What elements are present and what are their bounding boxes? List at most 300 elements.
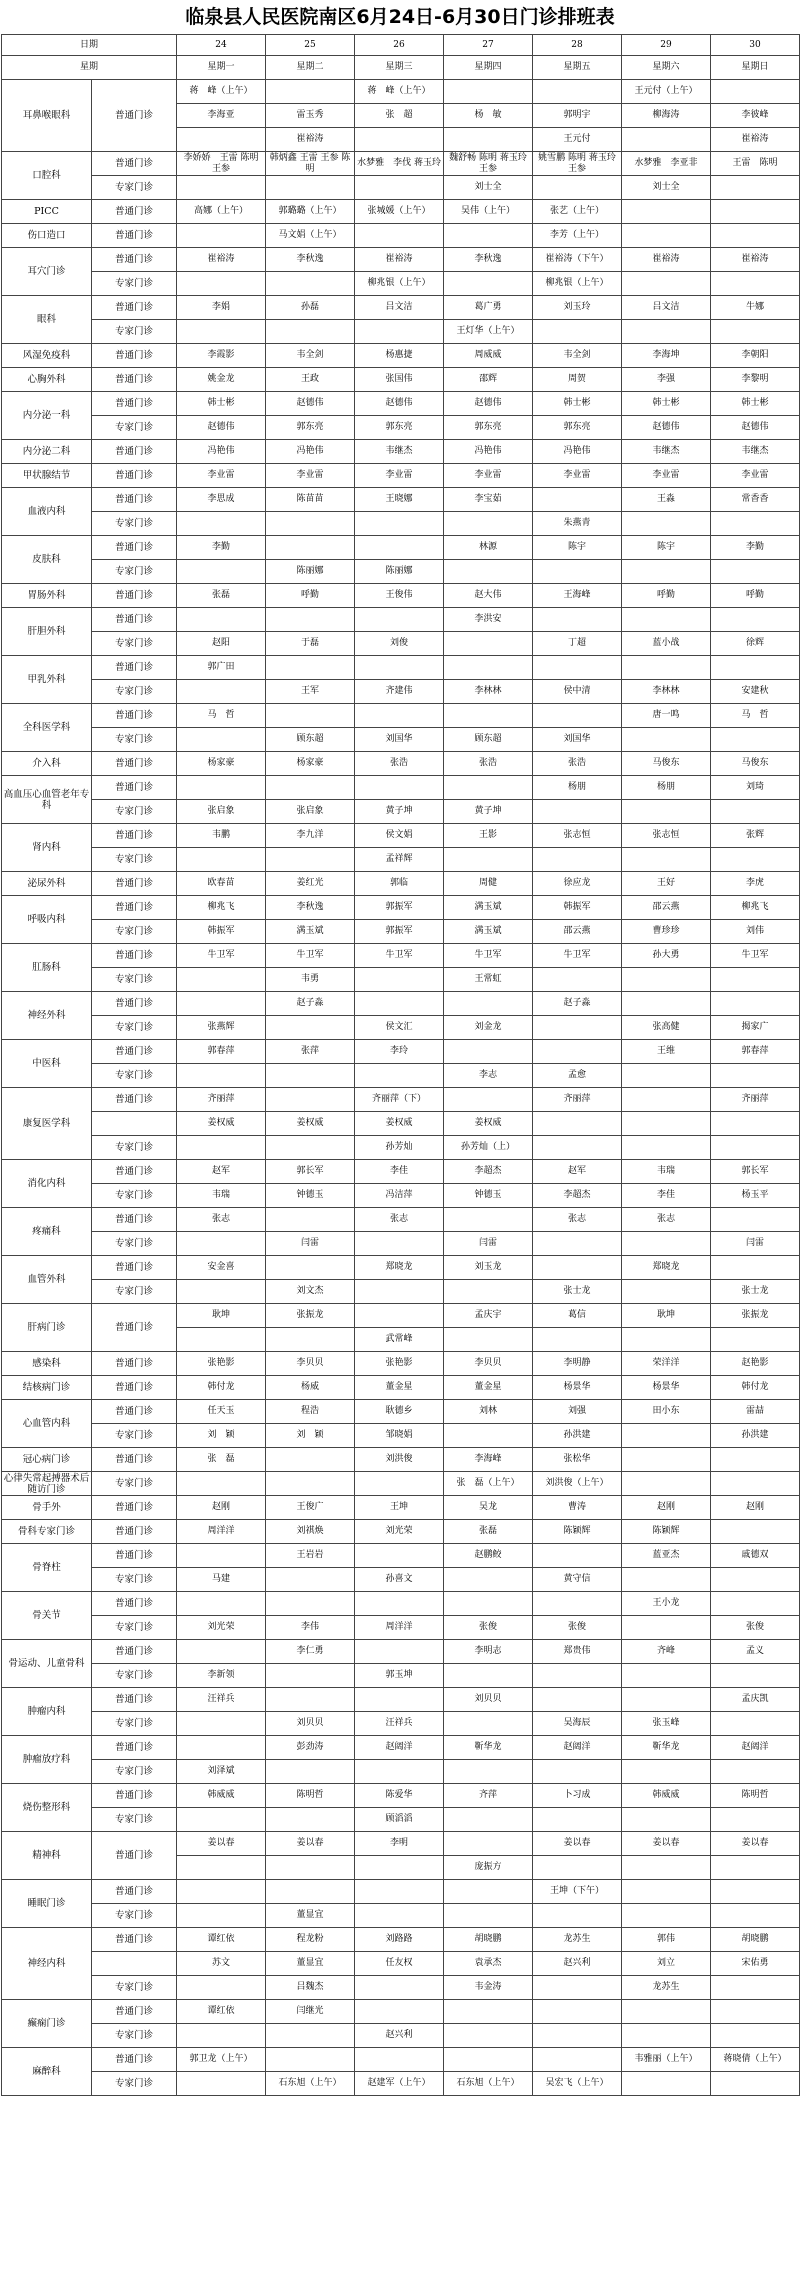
doctor-cell: 刘林: [444, 1400, 533, 1424]
doctor-cell: [444, 1568, 533, 1592]
doctor-cell: [355, 1856, 444, 1880]
doctor-cell: [711, 1808, 800, 1832]
doctor-cell: [533, 560, 622, 584]
clinic-type-cell: 专家门诊: [92, 1136, 177, 1160]
doctor-cell: 刘洪俊（上午）: [533, 1472, 622, 1496]
doctor-cell: [622, 560, 711, 584]
doctor-cell: [177, 848, 266, 872]
doctor-cell: [711, 800, 800, 824]
doctor-cell: 王灯华（上午）: [444, 320, 533, 344]
doctor-cell: [355, 1688, 444, 1712]
weekday-cell: 星期五: [533, 56, 622, 80]
doctor-cell: 赵阳: [177, 632, 266, 656]
doctor-cell: [711, 1904, 800, 1928]
doctor-cell: 赵阔洋: [711, 1736, 800, 1760]
department-cell: 肝病门诊: [2, 1304, 92, 1352]
doctor-cell: 李伟: [266, 1616, 355, 1640]
doctor-cell: [266, 1592, 355, 1616]
doctor-cell: 周洋洋: [355, 1616, 444, 1640]
doctor-cell: 张玉峰: [622, 1712, 711, 1736]
doctor-cell: 赵兴利: [533, 1952, 622, 1976]
doctor-cell: [266, 176, 355, 200]
doctor-cell: [177, 320, 266, 344]
weekday-cell: 星期日: [711, 56, 800, 80]
doctor-cell: 郭东亮: [266, 416, 355, 440]
doctor-cell: 石东旭（上午）: [444, 2072, 533, 2096]
doctor-cell: 陈宇: [622, 536, 711, 560]
doctor-cell: 齐建伟: [355, 680, 444, 704]
doctor-cell: 韩威威: [177, 1784, 266, 1808]
clinic-type-cell: 专家门诊: [92, 1760, 177, 1784]
doctor-cell: 李秋逸: [266, 248, 355, 272]
doctor-cell: 胡晓鹏: [711, 1928, 800, 1952]
doctor-cell: 齐萍: [444, 1784, 533, 1808]
doctor-cell: [711, 1328, 800, 1352]
schedule-row: [2, 512, 800, 536]
clinic-type-cell: 专家门诊: [92, 560, 177, 584]
doctor-cell: [711, 200, 800, 224]
doctor-cell: 姜权威: [355, 1112, 444, 1136]
doctor-cell: [177, 1976, 266, 2000]
doctor-cell: 呼勤: [711, 584, 800, 608]
doctor-cell: 满玉斌: [266, 920, 355, 944]
doctor-cell: 柳海涛: [622, 104, 711, 128]
schedule-row: [2, 1616, 800, 1640]
doctor-cell: 葛广勇: [444, 296, 533, 320]
doctor-cell: 钟德玉: [444, 1184, 533, 1208]
doctor-cell: [711, 1856, 800, 1880]
doctor-cell: [177, 1232, 266, 1256]
schedule-row: [2, 1712, 800, 1736]
doctor-cell: [177, 1472, 266, 1496]
doctor-cell: 侯中清: [533, 680, 622, 704]
doctor-cell: 李业雷: [711, 464, 800, 488]
doctor-cell: 姜权威: [266, 1112, 355, 1136]
doctor-cell: [444, 1088, 533, 1112]
schedule-row: [2, 1232, 800, 1256]
schedule-row: [2, 1664, 800, 1688]
doctor-cell: [355, 1280, 444, 1304]
clinic-type-cell: 专家门诊: [92, 848, 177, 872]
doctor-cell: 苏文: [177, 1952, 266, 1976]
doctor-cell: [622, 1112, 711, 1136]
doctor-cell: [622, 1136, 711, 1160]
doctor-cell: [266, 608, 355, 632]
department-cell: 肛肠科: [2, 944, 92, 992]
doctor-cell: 韩付龙: [177, 1376, 266, 1400]
doctor-cell: 刘路路: [355, 1928, 444, 1952]
clinic-type-cell: 普通门诊: [92, 392, 177, 416]
weekday-cell: 星期二: [266, 56, 355, 80]
doctor-cell: 陈爱华: [355, 1784, 444, 1808]
clinic-type-cell: 专家门诊: [92, 680, 177, 704]
doctor-cell: 李勤: [177, 536, 266, 560]
doctor-cell: 陈明哲: [711, 1784, 800, 1808]
doctor-cell: 孙喜文: [355, 1568, 444, 1592]
doctor-cell: [622, 1856, 711, 1880]
date-cell: 28: [533, 35, 622, 56]
clinic-type-cell: 普通门诊: [92, 704, 177, 728]
doctor-cell: [444, 272, 533, 296]
department-cell: 疼痛科: [2, 1208, 92, 1256]
doctor-cell: 雷玉秀: [266, 104, 355, 128]
doctor-cell: [711, 1568, 800, 1592]
doctor-cell: 周贺: [533, 368, 622, 392]
schedule-row: [2, 728, 800, 752]
doctor-cell: [711, 1880, 800, 1904]
doctor-cell: 韦全剑: [266, 344, 355, 368]
doctor-cell: 王坤: [355, 1496, 444, 1520]
doctor-cell: [711, 1448, 800, 1472]
doctor-cell: 韦金涛: [444, 1976, 533, 2000]
doctor-cell: 陈丽娜: [266, 560, 355, 584]
doctor-cell: 柳兆飞: [177, 896, 266, 920]
doctor-cell: 张燕辉: [177, 1016, 266, 1040]
schedule-row: [2, 1256, 800, 1280]
doctor-cell: 满玉斌: [444, 896, 533, 920]
doctor-cell: 柳兆银（上午）: [533, 272, 622, 296]
doctor-cell: 曹涛: [533, 1496, 622, 1520]
doctor-cell: 程龙粉: [266, 1928, 355, 1952]
doctor-cell: [266, 656, 355, 680]
doctor-cell: 马俊东: [622, 752, 711, 776]
doctor-cell: 赵刚: [622, 1496, 711, 1520]
doctor-cell: 刘俊: [355, 632, 444, 656]
doctor-cell: 赵建军（上午）: [355, 2072, 444, 2096]
department-cell: 结核病门诊: [2, 1376, 92, 1400]
schedule-row: [2, 296, 800, 320]
doctor-cell: 刘贝贝: [444, 1688, 533, 1712]
doctor-cell: 崔裕涛: [622, 248, 711, 272]
doctor-cell: [266, 1664, 355, 1688]
clinic-type-cell: 普通门诊: [92, 1448, 177, 1472]
schedule-row: [2, 248, 800, 272]
doctor-cell: 牛娜: [711, 296, 800, 320]
doctor-cell: 齐丽萍: [533, 1088, 622, 1112]
clinic-type-cell: 专家门诊: [92, 2072, 177, 2096]
doctor-cell: 蒋 峰（上午）: [355, 80, 444, 104]
doctor-cell: 李业雷: [444, 464, 533, 488]
doctor-cell: 韦鹏: [177, 824, 266, 848]
doctor-cell: 牛卫军: [355, 944, 444, 968]
doctor-cell: 姚金龙: [177, 368, 266, 392]
doctor-cell: [622, 1232, 711, 1256]
doctor-cell: 郭振军: [355, 920, 444, 944]
doctor-cell: 李海亚: [177, 104, 266, 128]
doctor-cell: 呼勤: [266, 584, 355, 608]
doctor-cell: 邵辉: [444, 368, 533, 392]
doctor-cell: 李业雷: [177, 464, 266, 488]
doctor-cell: 赵德伟: [711, 416, 800, 440]
schedule-row: [2, 2072, 800, 2096]
doctor-cell: [355, 704, 444, 728]
doctor-cell: [266, 1760, 355, 1784]
doctor-cell: [177, 1736, 266, 1760]
schedule-row: [2, 560, 800, 584]
doctor-cell: [355, 608, 444, 632]
doctor-cell: 彭劲涛: [266, 1736, 355, 1760]
schedule-row: [2, 1808, 800, 1832]
doctor-cell: 龙苏生: [622, 1976, 711, 2000]
clinic-type-cell: 普通门诊: [92, 1400, 177, 1424]
doctor-cell: 闫雷: [266, 1232, 355, 1256]
doctor-cell: [711, 272, 800, 296]
doctor-cell: [711, 2000, 800, 2024]
doctor-cell: [177, 2072, 266, 2096]
doctor-cell: 郭明宇: [533, 104, 622, 128]
clinic-type-cell: 专家门诊: [92, 416, 177, 440]
clinic-type-cell: 普通门诊: [92, 1880, 177, 1904]
doctor-cell: 赵德伟: [266, 392, 355, 416]
doctor-cell: 冯艳伟: [533, 440, 622, 464]
doctor-cell: [444, 1040, 533, 1064]
schedule-row: [2, 1040, 800, 1064]
doctor-cell: 刘光荣: [177, 1616, 266, 1640]
schedule-row: [2, 80, 800, 104]
schedule-row: [2, 1160, 800, 1184]
department-cell: 消化内科: [2, 1160, 92, 1208]
clinic-type-cell: 普通门诊: [92, 752, 177, 776]
doctor-cell: 赵阔洋: [533, 1736, 622, 1760]
doctor-cell: 李新领: [177, 1664, 266, 1688]
doctor-cell: [444, 848, 533, 872]
doctor-cell: [622, 1904, 711, 1928]
doctor-cell: 龙苏生: [533, 1928, 622, 1952]
doctor-cell: 武常峰: [355, 1328, 444, 1352]
doctor-cell: [533, 608, 622, 632]
doctor-cell: 孙洪建: [533, 1424, 622, 1448]
doctor-cell: 邹晓娟: [355, 1424, 444, 1448]
doctor-cell: [533, 2048, 622, 2072]
clinic-type-cell: 普通门诊: [92, 1520, 177, 1544]
schedule-row: [2, 416, 800, 440]
doctor-cell: 李明志: [444, 1640, 533, 1664]
department-cell: 烧伤整形科: [2, 1784, 92, 1832]
schedule-row: [2, 1904, 800, 1928]
clinic-type-cell: 普通门诊: [92, 1160, 177, 1184]
doctor-cell: 赵艳影: [711, 1352, 800, 1376]
clinic-type-cell: 专家门诊: [92, 1064, 177, 1088]
doctor-cell: 刘金龙: [444, 1016, 533, 1040]
doctor-cell: [444, 1832, 533, 1856]
doctor-cell: [444, 1424, 533, 1448]
schedule-row: [2, 824, 800, 848]
schedule-row: [2, 1184, 800, 1208]
doctor-cell: 李彼峰: [711, 104, 800, 128]
doctor-cell: [711, 1976, 800, 2000]
schedule-row: [2, 1568, 800, 1592]
doctor-cell: [355, 1592, 444, 1616]
doctor-cell: [711, 992, 800, 1016]
doctor-cell: [533, 1544, 622, 1568]
schedule-row: [2, 752, 800, 776]
doctor-cell: [177, 1064, 266, 1088]
doctor-cell: 刘玉龙: [444, 1256, 533, 1280]
doctor-cell: 徐辉: [711, 632, 800, 656]
schedule-row: [2, 800, 800, 824]
doctor-cell: 李娟: [177, 296, 266, 320]
doctor-cell: 孙洪建: [711, 1424, 800, 1448]
clinic-type-cell: 普通门诊: [92, 872, 177, 896]
doctor-cell: 张俊: [444, 1616, 533, 1640]
doctor-cell: 马 哲: [711, 704, 800, 728]
clinic-type-cell: 专家门诊: [92, 1232, 177, 1256]
doctor-cell: 崔裕涛: [355, 248, 444, 272]
doctor-cell: [444, 1712, 533, 1736]
doctor-cell: 刘 颖: [177, 1424, 266, 1448]
doctor-cell: [533, 1856, 622, 1880]
doctor-cell: [266, 704, 355, 728]
schedule-row: [2, 1928, 800, 1952]
doctor-cell: [711, 320, 800, 344]
schedule-row: [2, 1760, 800, 1784]
doctor-cell: [177, 1328, 266, 1352]
doctor-cell: [266, 1256, 355, 1280]
doctor-cell: 王军: [266, 680, 355, 704]
doctor-cell: 张浩: [355, 752, 444, 776]
department-cell: 耳鼻喉眼科: [2, 80, 92, 152]
doctor-cell: 郭璐璐（上午）: [266, 200, 355, 224]
department-cell: 介入科: [2, 752, 92, 776]
doctor-cell: [711, 1592, 800, 1616]
schedule-row: [2, 704, 800, 728]
doctor-cell: [266, 1328, 355, 1352]
doctor-cell: 郭长军: [266, 1160, 355, 1184]
doctor-cell: 孟愈: [533, 1064, 622, 1088]
doctor-cell: [266, 512, 355, 536]
schedule-row: [2, 224, 800, 248]
doctor-cell: 马建: [177, 1568, 266, 1592]
doctor-cell: 王淼: [622, 488, 711, 512]
doctor-cell: [711, 1064, 800, 1088]
clinic-type-cell: 普通门诊: [92, 248, 177, 272]
doctor-cell: 侯文娟: [355, 824, 444, 848]
doctor-cell: 荣洋洋: [622, 1352, 711, 1376]
doctor-cell: [177, 1544, 266, 1568]
doctor-cell: 吴宏飞（上午）: [533, 2072, 622, 2096]
schedule-row: [2, 944, 800, 968]
doctor-cell: 顾东超: [444, 728, 533, 752]
doctor-cell: 齐峰: [622, 1640, 711, 1664]
doctor-cell: [444, 224, 533, 248]
doctor-cell: 魏舒畅 陈明 蒋玉玲 王参: [444, 152, 533, 176]
doctor-cell: 宋佑勇: [711, 1952, 800, 1976]
doctor-cell: [355, 776, 444, 800]
schedule-row: [2, 344, 800, 368]
clinic-type-cell: 专家门诊: [92, 1184, 177, 1208]
doctor-cell: 陈苗苗: [266, 488, 355, 512]
doctor-cell: 齐丽萍: [711, 1088, 800, 1112]
doctor-cell: [444, 512, 533, 536]
schedule-row: [2, 1304, 800, 1328]
schedule-row: [2, 680, 800, 704]
doctor-cell: 于磊: [266, 632, 355, 656]
doctor-cell: [355, 1976, 444, 2000]
doctor-cell: 韦继杰: [711, 440, 800, 464]
doctor-cell: 安金喜: [177, 1256, 266, 1280]
doctor-cell: 胡晓鹏: [444, 1928, 533, 1952]
schedule-row: [2, 968, 800, 992]
schedule-row: [2, 1640, 800, 1664]
clinic-type-cell: 专家门诊: [92, 272, 177, 296]
doctor-cell: 杨惠捷: [355, 344, 444, 368]
doctor-cell: 袁承杰: [444, 1952, 533, 1976]
doctor-cell: 赵阔洋: [355, 1736, 444, 1760]
doctor-cell: 顾东超: [266, 728, 355, 752]
doctor-cell: 王影: [444, 824, 533, 848]
doctor-cell: [444, 560, 533, 584]
doctor-cell: 张辉: [711, 824, 800, 848]
doctor-cell: 闫继光: [266, 2000, 355, 2024]
doctor-cell: [622, 1568, 711, 1592]
doctor-cell: [444, 128, 533, 152]
clinic-type-cell: 普通门诊: [92, 824, 177, 848]
doctor-cell: 郭东亮: [533, 416, 622, 440]
schedule-row: [2, 368, 800, 392]
doctor-cell: 任天玉: [177, 1400, 266, 1424]
doctor-cell: 邵云燕: [622, 896, 711, 920]
doctor-cell: [355, 992, 444, 1016]
doctor-cell: 张士龙: [711, 1280, 800, 1304]
doctor-cell: 戚德双: [711, 1544, 800, 1568]
doctor-cell: [444, 656, 533, 680]
doctor-cell: 刘士全: [444, 176, 533, 200]
clinic-type-cell: 普通门诊: [92, 368, 177, 392]
doctor-cell: 靳华龙: [622, 1736, 711, 1760]
doctor-cell: 王俊伟: [355, 584, 444, 608]
doctor-cell: [622, 224, 711, 248]
schedule-row: [2, 1688, 800, 1712]
page-title: 临泉县人民医院南区6月24日-6月30日门诊排班表: [185, 6, 615, 28]
schedule-row: [2, 776, 800, 800]
doctor-cell: [266, 1016, 355, 1040]
doctor-cell: [622, 1808, 711, 1832]
department-cell: 甲状腺结节: [2, 464, 92, 488]
doctor-cell: 谭红依: [177, 1928, 266, 1952]
doctor-cell: [444, 992, 533, 1016]
doctor-cell: 邵云燕: [533, 920, 622, 944]
doctor-cell: [622, 992, 711, 1016]
doctor-cell: 李林林: [444, 680, 533, 704]
schedule-row: [2, 1952, 800, 1976]
schedule-row: [2, 1136, 800, 1160]
department-cell: 癫痫门诊: [2, 2000, 92, 2048]
doctor-cell: 柳兆飞: [711, 896, 800, 920]
doctor-cell: 郑晓龙: [622, 1256, 711, 1280]
clinic-type-cell: 普通门诊: [92, 152, 177, 176]
doctor-cell: 张 磊: [177, 1448, 266, 1472]
doctor-cell: 张艳影: [355, 1352, 444, 1376]
doctor-cell: [622, 2024, 711, 2048]
doctor-cell: 刘国华: [533, 728, 622, 752]
doctor-cell: 张士龙: [533, 1280, 622, 1304]
doctor-cell: [177, 1808, 266, 1832]
doctor-cell: 孟祥辉: [355, 848, 444, 872]
doctor-cell: [266, 80, 355, 104]
doctor-cell: [177, 560, 266, 584]
doctor-cell: 李志: [444, 1064, 533, 1088]
doctor-cell: 庞振方: [444, 1856, 533, 1880]
doctor-cell: [444, 1808, 533, 1832]
doctor-cell: 刘士全: [622, 176, 711, 200]
doctor-cell: [533, 1136, 622, 1160]
doctor-cell: 刘文杰: [266, 1280, 355, 1304]
doctor-cell: [622, 608, 711, 632]
doctor-cell: 张振龙: [266, 1304, 355, 1328]
doctor-cell: [711, 512, 800, 536]
doctor-cell: [622, 1664, 711, 1688]
schedule-row: [2, 1736, 800, 1760]
